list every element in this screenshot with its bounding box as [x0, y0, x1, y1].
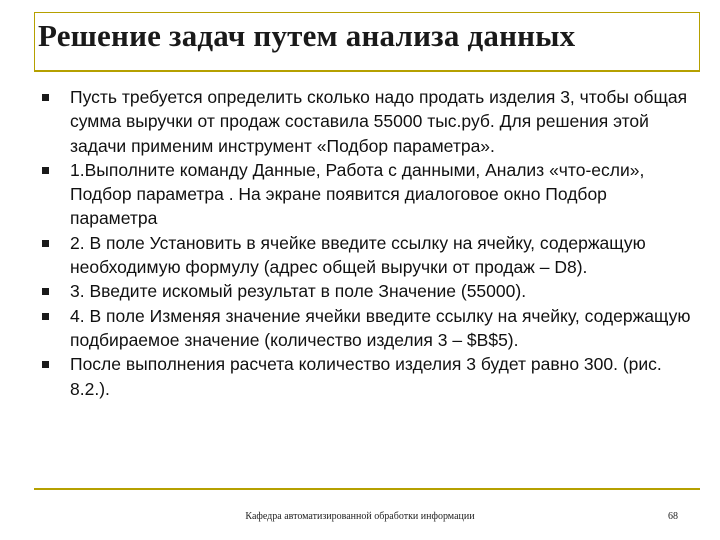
- square-bullet-icon: [42, 288, 49, 295]
- page-number: 68: [668, 511, 678, 522]
- slide-title: Решение задач путем анализа данных: [38, 18, 576, 53]
- bullet-text: 4. В поле Изменяя значение ячейки введите ссылку на ячейку, содержащую подбираемое значение (количество изделия 3 – $B$5).: [70, 305, 691, 350]
- bullet-item: [42, 304, 692, 353]
- bullet-text: Пусть требуется определить сколько надо продать изделия 3, чтобы общая сумма выручки от продаж составила 55000 тыс.руб. Для решения этой задачи применим инструмент «Подбор параметра».: [70, 87, 688, 156]
- square-bullet-icon: [42, 94, 49, 101]
- bullet-text: 1.Выполните команду Данные, Работа с данными, Анализ «что-если», Подбор параметра . На экране появится диалоговое окно Подбор параметра: [70, 159, 645, 229]
- title-frame-right-line: [699, 12, 700, 72]
- bullet-item: [42, 158, 692, 231]
- bullet-text: После выполнения расчета количество изделия 3 будет равно 300. (рис. 8.2.).: [70, 354, 662, 399]
- bullet-item: [42, 352, 692, 401]
- bullet-item: [42, 85, 692, 158]
- bullet-item: [42, 279, 692, 303]
- bullet-list: [42, 85, 692, 401]
- title-frame-left-line: [34, 12, 35, 72]
- footer-divider: [34, 488, 700, 490]
- square-bullet-icon: [42, 361, 49, 368]
- footer-department: Кафедра автоматизированной обработки информации: [245, 511, 475, 522]
- title-frame-top-line: [34, 12, 700, 13]
- title-divider: [34, 70, 700, 72]
- square-bullet-icon: [42, 313, 49, 320]
- square-bullet-icon: [42, 240, 49, 247]
- square-bullet-icon: [42, 167, 49, 174]
- bullet-text: 3. Введите искомый результат в поле Значение (55000).: [70, 281, 527, 302]
- bullet-item: [42, 231, 692, 280]
- bullet-text: 2. В поле Установить в ячейке введите ссылку на ячейку, содержащую необходимую формулу (адрес общей выручки от продаж – D8).: [70, 232, 646, 278]
